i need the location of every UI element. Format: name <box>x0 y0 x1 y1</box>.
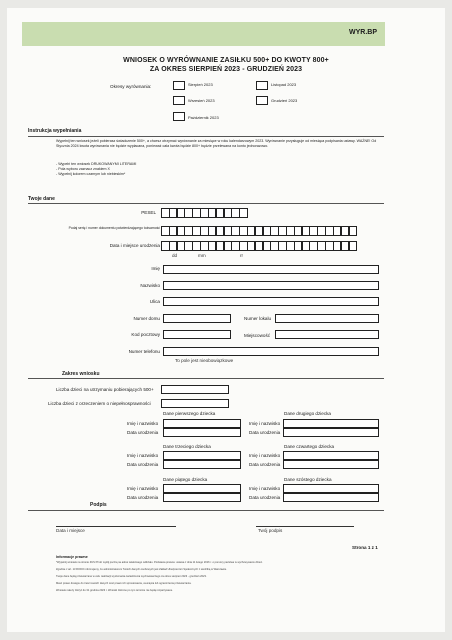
form-title: WNIOSEK O WYRÓWNANIE ZASIŁKU 500+ DO KWOTY 800+ <box>123 57 329 64</box>
form-code: WYR.BP <box>349 29 377 36</box>
signature-heading: Podpis <box>90 502 107 508</box>
instructions-heading: Instrukcja wypełniania <box>28 128 82 134</box>
periods-label: Okresy wyrównania: <box>110 84 152 89</box>
child-4-title: Dane czwartego dziecka <box>284 444 335 449</box>
dob-input[interactable] <box>161 241 356 251</box>
period-nov-checkbox[interactable] <box>256 81 268 90</box>
pesel-label: PESEL <box>141 210 156 215</box>
period-dec-label: Grudzień 2023 <box>271 98 298 103</box>
child-1-name-input[interactable] <box>163 419 241 428</box>
first-name-label: Imię <box>151 266 160 271</box>
child-2-title: Dane drugiego dziecka <box>284 411 331 416</box>
disabled-count-input[interactable] <box>161 399 229 408</box>
child-3-name-label: Imię i nazwisko <box>127 453 159 458</box>
child-5-title: Dane piątego dziecka <box>163 477 208 482</box>
child-4-birth-input[interactable] <box>283 460 379 469</box>
children-count-input[interactable] <box>161 385 229 394</box>
child-3-title: Dane trzeciego dziecka <box>163 444 211 449</box>
last-name-label: Nazwisko <box>140 283 160 288</box>
period-aug-label: Sierpień 2023 <box>188 82 213 87</box>
signature-caption: Twój podpis <box>258 528 283 533</box>
legal-line: Zgodnie z art. 13 RODO informujemy, że administratorem Twoich danych osobowych jest Zakład Ubezpieczeń Społecznych z siedzibą w Warszawie. <box>56 568 227 571</box>
legal-line: Masz prawo dostępu do treści swoich danych oraz prawo ich sprostowania, usunięcia lub ograniczenia przetwarzania. <box>56 582 192 585</box>
header-bar <box>22 22 385 46</box>
child-2-name-label: Imię i nazwisko <box>249 421 281 426</box>
instructions-bullet: - Wypełń ten wniosek DRUKOWANYMI LITERAMI <box>56 162 137 166</box>
legal-line: Twoje dane będą przetwarzane w celu realizacji wyrównania świadczenia wychowawczego za okres sierpień 2023 - grudzień 2023. <box>56 575 207 578</box>
child-1-birth-input[interactable] <box>163 428 241 437</box>
street-label: Ulica <box>149 299 160 304</box>
instructions-text: Wypełnij ten wniosek jeżeli pobierasz świadczenie 500+, a chcesz otrzymać wyrównanie za miesiące w roku kalendarzowym 2023. Wyrównanie przysługuje od miesiąca podpisania ustawy. WAŻNE! Od Stycznia 2024 kwota wyrównania nie będzie wypłacana, ponieważ cała kwota będzie 800+ będzie przelewana na konto jednorazowo. <box>56 139 377 148</box>
postal-code-label: Kod pocztowy <box>131 332 160 337</box>
child-6-birth-input[interactable] <box>283 493 379 502</box>
pesel-input[interactable] <box>161 208 247 218</box>
signature-line[interactable] <box>256 526 354 527</box>
id-document-input[interactable] <box>161 226 356 236</box>
children-count-label: Liczba dzieci na utrzymaniu pobierających 500+ <box>56 387 154 392</box>
street-input[interactable] <box>163 297 379 306</box>
period-oct-label: Październik 2023 <box>188 115 219 120</box>
divider <box>28 203 384 204</box>
phone-label: Numer telefonu <box>128 349 160 354</box>
legal-heading: Informacje prawne <box>56 555 88 559</box>
disabled-count-label: Liczba dzieci z orzeczeniem o niepełnosprawności <box>48 401 151 406</box>
instructions-bullet: - Pola wyboru zaznacz znakiem X <box>56 167 110 171</box>
postal-code-input[interactable] <box>163 330 231 339</box>
flat-number-label: Numer lokalu <box>244 316 272 321</box>
child-5-birth-label: Data urodzenia <box>127 495 159 500</box>
period-dec-checkbox[interactable] <box>256 96 268 105</box>
page-number: Strona 1 z 1 <box>352 545 378 550</box>
first-name-input[interactable] <box>163 265 379 274</box>
legal-line: *Wypełnij wniosek na stronie ZUS Pl lub wyślij pocztą na adres właściwego oddziału. Podstawa prawna: ustawa z dnia 11 lutego 2016 r. o pomocy państwa w wychowywaniu dzieci. <box>56 561 263 564</box>
dob-hint-month: mm <box>198 253 206 258</box>
child-1-birth-label: Data urodzenia <box>127 430 159 435</box>
phone-note: To pole jest nieobowiązkowe <box>175 358 234 363</box>
child-4-name-input[interactable] <box>283 451 379 460</box>
form-subtitle: ZA OKRES SIERPIEŃ 2023 - GRUDZIEŃ 2023 <box>149 66 303 73</box>
child-6-title: Dane szóstego dziecka <box>284 477 332 482</box>
divider <box>28 510 384 511</box>
legal-line: Wniosek należy złożyć do 31 grudnia 2023 r. Wnioski złożone po tym terminie nie będą rozpatrywane. <box>56 589 173 592</box>
child-2-birth-label: Data urodzenia <box>249 430 281 435</box>
period-sep-checkbox[interactable] <box>173 96 185 105</box>
personal-heading: Twoje dane <box>28 196 55 202</box>
period-nov-label: Listopad 2023 <box>271 82 297 87</box>
period-oct-checkbox[interactable] <box>173 112 185 121</box>
house-number-input[interactable] <box>163 314 231 323</box>
period-sep-label: Wrzesień 2023 <box>188 98 215 103</box>
dob-label: Data i miejsce urodzenia <box>109 243 160 248</box>
child-4-name-label: Imię i nazwisko <box>249 453 281 458</box>
id-document-note: Podaj serię i numer dokumentu potwierdzającego tożsamość <box>68 226 160 230</box>
scope-heading: Zakres wniosku <box>62 371 100 377</box>
flat-number-input[interactable] <box>275 314 379 323</box>
child-6-name-input[interactable] <box>283 484 379 493</box>
dob-hint-day: dd <box>172 253 178 258</box>
date-place-caption: Data i miejsce <box>56 528 85 533</box>
divider <box>28 136 384 137</box>
dob-hint-year: rr <box>240 253 244 258</box>
child-3-name-input[interactable] <box>163 451 241 460</box>
divider <box>28 378 384 379</box>
child-3-birth-input[interactable] <box>163 460 241 469</box>
child-2-birth-input[interactable] <box>283 428 379 437</box>
child-2-name-input[interactable] <box>283 419 379 428</box>
phone-input[interactable] <box>163 347 379 356</box>
house-number-label: Numer domu <box>133 316 160 321</box>
date-place-line[interactable] <box>56 526 176 527</box>
last-name-input[interactable] <box>163 281 379 290</box>
child-5-name-input[interactable] <box>163 484 241 493</box>
child-5-birth-input[interactable] <box>163 493 241 502</box>
child-1-title: Dane pierwszego dziecka <box>163 411 216 416</box>
city-label: Miejscowość <box>244 333 271 338</box>
child-5-name-label: Imię i nazwisko <box>127 486 159 491</box>
instructions-bullet: - Wypełnij kolorem czarnym lub niebieskim* <box>56 172 126 176</box>
child-6-birth-label: Data urodzenia <box>249 495 281 500</box>
period-aug-checkbox[interactable] <box>173 81 185 90</box>
child-4-birth-label: Data urodzenia <box>249 462 281 467</box>
child-3-birth-label: Data urodzenia <box>127 462 159 467</box>
child-6-name-label: Imię i nazwisko <box>249 486 281 491</box>
city-input[interactable] <box>275 330 379 339</box>
child-1-name-label: Imię i nazwisko <box>127 421 159 426</box>
